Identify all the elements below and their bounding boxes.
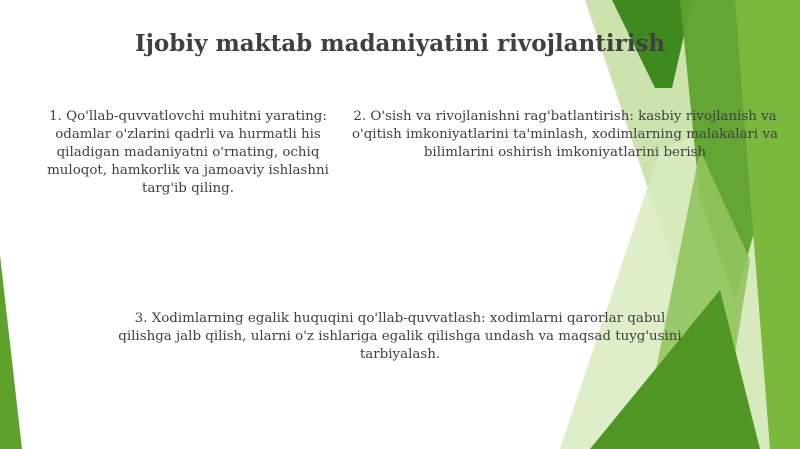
point-staff-ownership: 3. Xodimlarning egalik huquqini qo'llab-quvvatlash: xodimlarni qarorlar qabul qilishga jalb qilish, ularni o'z ishlariga egalik qilishga undash va maqsad tuyg'usini tarbiyalash. (118, 311, 682, 362)
slide-title: Ijobiy maktab madaniyatini rivojlantirish (134, 30, 666, 57)
green-corner-bottom-left (0, 255, 22, 449)
point-growth-development: 2. O'sish va rivojlanishni rag'batlantirish: kasbiy rivojlanish va o'qitish imkoniyatlarini ta'minlash, xodimlarning malakalari va bilimlarini oshirish imkoniyatlarini berish (351, 109, 779, 160)
point-supportive-environment: 1. Qo'llab-quvvatlovchi muhitni yarating: odamlar o'zlarini qadrli va hurmatli his qiladigan madaniyatni o'rnating, ochiq muloqot, hamkorlik va jamoaviy ishlashni targ'ib qiling. (47, 109, 329, 196)
